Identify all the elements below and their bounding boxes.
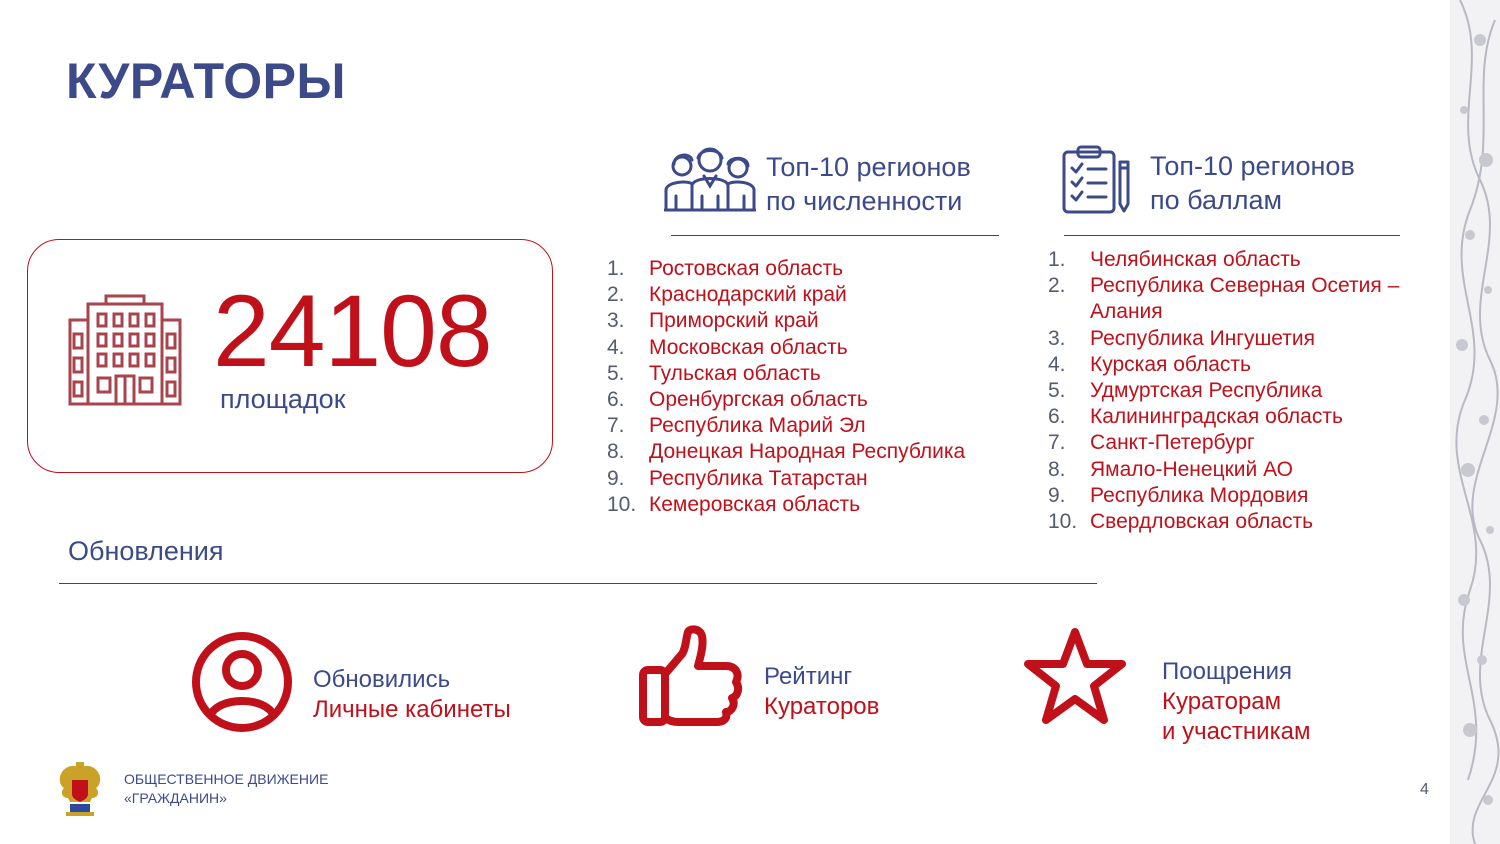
feature-rewards — [1162, 657, 1310, 747]
thumbs-up-icon — [638, 624, 744, 728]
list-item: 8. Донецкая Народная Республика — [607, 440, 966, 464]
updates-divider — [59, 583, 1097, 584]
list-item: 7. Санкт-Петербург — [1048, 431, 1255, 455]
list-item: 1. Ростовская область — [607, 257, 844, 280]
org-name-line1: ОБЩЕСТВЕННОЕ ДВИЖЕНИЕ — [124, 771, 329, 787]
sites-count: 24108 — [213, 274, 492, 388]
count-divider — [671, 235, 999, 236]
feature-rewards-line3: и участникам — [1162, 718, 1311, 745]
building-icon — [68, 294, 182, 408]
list-item: 9. Республика Мордовия — [1048, 483, 1309, 507]
people-group-icon — [664, 146, 756, 212]
score-heading — [1150, 149, 1355, 217]
list-item: 1. Челябинская область — [1048, 248, 1301, 271]
sites-caption: площадок — [220, 384, 346, 414]
list-item: 2. Краснодарский край — [607, 283, 847, 307]
list-item: 6. Калининградская область — [1048, 405, 1343, 429]
coat-of-arms-logo — [56, 762, 104, 816]
ornament-decoration — [1450, 0, 1500, 844]
list-item: 3. Приморский край — [607, 309, 819, 333]
list-item: 5. Удмуртская Республика — [1048, 379, 1323, 403]
score-heading-line1: Топ-10 регионов — [1150, 151, 1355, 181]
count-heading-line1: Топ-10 регионов — [766, 152, 971, 182]
count-heading-line2: по численности — [766, 186, 963, 216]
org-name — [124, 770, 328, 808]
list-item: 6. Оренбургская область — [607, 388, 868, 412]
count-heading — [766, 150, 971, 218]
page-number: 4 — [1420, 781, 1429, 798]
feature-rewards-line1: Поощрения — [1162, 658, 1293, 685]
list-item: 2. Республика Северная Осетия – Алания — [1048, 274, 1400, 324]
clipboard-checklist-icon — [1062, 144, 1132, 214]
updates-title: Обновления — [68, 536, 224, 566]
feature-cabinets — [313, 665, 511, 725]
list-item: 10. Кемеровская область — [607, 492, 861, 516]
list-item: 5. Тульская область — [607, 361, 821, 385]
feature-rewards-line2: Кураторам — [1162, 688, 1282, 715]
list-item: 3. Республика Ингушетия — [1048, 326, 1316, 350]
list-item: 7. Республика Марий Эл — [607, 414, 866, 438]
list-item: 9. Республика Татарстан — [607, 466, 868, 490]
feature-rating-line2: Кураторов — [764, 693, 880, 720]
score-heading-line2: по баллам — [1150, 185, 1283, 215]
page-title: КУРАТОРЫ — [66, 53, 346, 109]
feature-rating-line1: Рейтинг — [764, 663, 853, 690]
score-divider — [1064, 235, 1400, 236]
org-name-line2: «ГРАЖДАНИН» — [124, 790, 227, 806]
count-list — [607, 256, 1007, 518]
feature-cabinets-line1: Обновились — [313, 666, 451, 693]
list-item: 10. Свердловская область — [1048, 510, 1314, 534]
list-item: 8. Ямало-Ненецкий АО — [1048, 457, 1293, 481]
list-item: 4. Курская область — [1048, 352, 1251, 376]
feature-cabinets-line2: Личные кабинеты — [313, 696, 511, 723]
star-icon — [1022, 626, 1128, 726]
list-item: 4. Московская область — [607, 335, 848, 359]
feature-rating — [764, 662, 879, 722]
user-profile-icon — [190, 630, 294, 734]
score-list — [1048, 247, 1428, 535]
